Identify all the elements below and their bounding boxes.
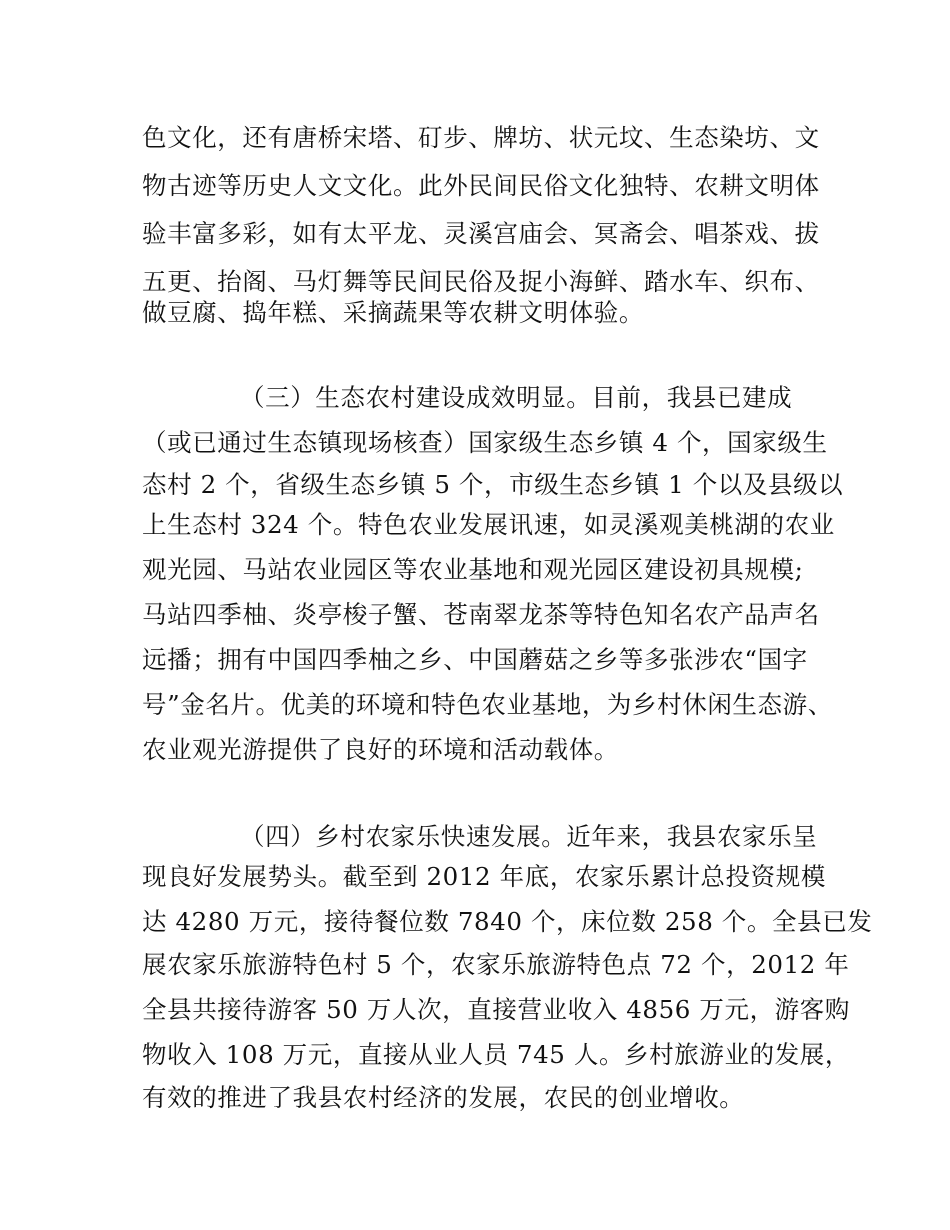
text-line: 物收入 108 万元，直接从业人员 745 人。乡村旅游业的发展， (142, 1040, 850, 1069)
section-heading-line: （四）乡村农家乐快速发展。近年来，我县农家乐呈 (240, 822, 818, 851)
text-line: 达 4280 万元，接待餐位数 7840 个，床位数 258 个。全县已发 (142, 907, 873, 936)
text-line: 远播；拥有中国四季柚之乡、中国蘑菇之乡等多张涉农“国字 (142, 645, 808, 674)
section-heading-line: （三）生态农村建设成效明显。目前，我县已建成 (240, 383, 793, 412)
text-line: 做豆腐、捣年糕、采摘蔬果等农耕文明体验。 (142, 298, 644, 327)
text-line: 有效的推进了我县农村经济的发展，农民的创业增收。 (142, 1083, 745, 1112)
text-line: 验丰富多彩，如有太平龙、灵溪宫庙会、冥斋会、唱茶戏、拔 (142, 219, 820, 248)
text-line: 态村 2 个，省级生态乡镇 5 个，市级生态乡镇 1 个以及县级以 (142, 470, 844, 499)
text-line: 号”金名片。优美的环境和特色农业基地，为乡村休闲生态游、 (142, 690, 833, 719)
text-line: 色文化，还有唐桥宋塔、矴步、牌坊、状元坟、生态染坊、文 (142, 123, 820, 152)
text-line: 物古迹等历史人文文化。此外民间民俗文化独特、农耕文明体 (142, 171, 820, 200)
text-line: 现良好发展势头。截至到 2012 年底，农家乐累计总投资规模 (142, 862, 826, 891)
text-line: 农业观光游提供了良好的环境和活动载体。 (142, 735, 619, 764)
text-line: 五更、抬阁、马灯舞等民间民俗及捉小海鲜、踏水车、织布、 (142, 267, 820, 296)
text-line: 全县共接待游客 50 万人次，直接营业收入 4856 万元，游客购 (142, 995, 850, 1024)
text-line: （或已通过生态镇现场核查）国家级生态乡镇 4 个，国家级生 (142, 428, 828, 457)
text-line: 马站四季柚、炎亭梭子蟹、苍南翠龙茶等特色知名农产品声名 (142, 600, 820, 629)
text-line: 展农家乐旅游特色村 5 个，农家乐旅游特色点 72 个，2012 年 (142, 950, 850, 979)
text-line: 上生态村 324 个。特色农业发展讯速，如灵溪观美桃湖的农业 (142, 510, 835, 539)
text-line: 观光园、马站农业园区等农业基地和观光园区建设初具规模; (142, 555, 804, 584)
